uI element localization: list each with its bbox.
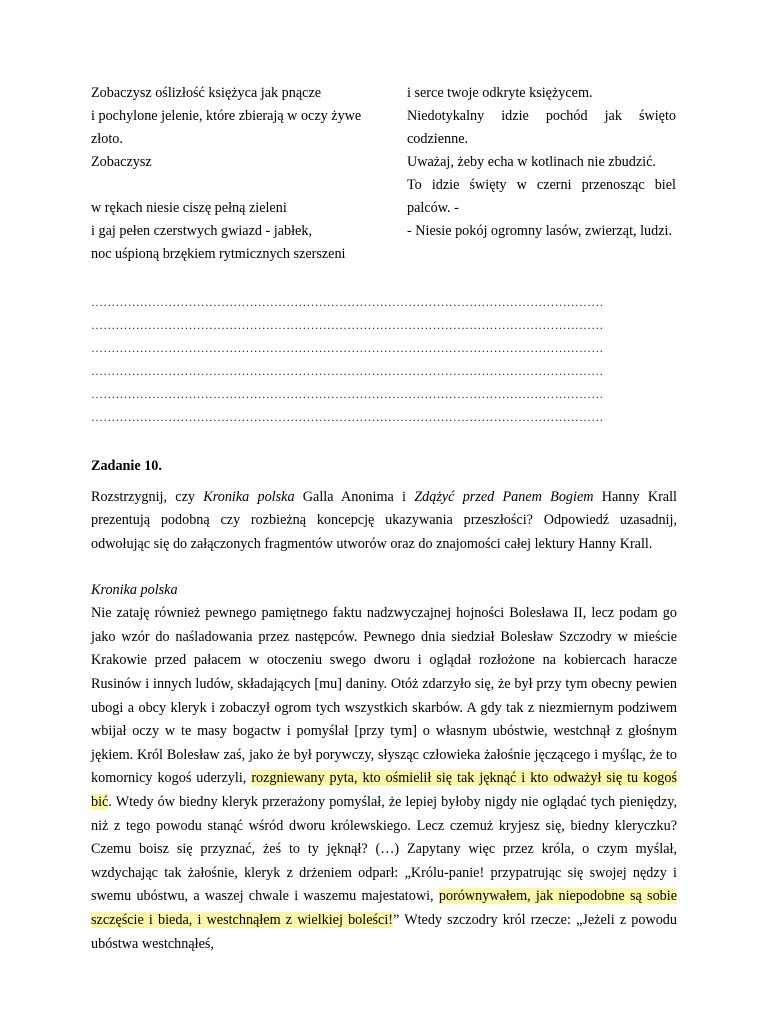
answer-line: ……………………………………………………………………………………………………………… xyxy=(91,364,604,378)
answer-line: ……………………………………………………………………………………………………………… xyxy=(91,410,604,424)
answer-line: ……………………………………………………………………………………………………………… xyxy=(91,387,604,401)
highlighted-text: porównywałem, jak niepodobne są sobie szczęście i bieda, i westchnąłem z wielkiej boleści! xyxy=(91,888,677,928)
excerpt-text: ” Wtedy szczodry król rzecze: „Jeżeli z powodu ubóstwa westchnąłeś, xyxy=(91,911,677,952)
poem-line: i pochylone jelenie, które zbierają w oczy żywe xyxy=(91,108,362,124)
poem-line: złoto. xyxy=(91,131,123,147)
answer-line: ……………………………………………………………………………………………………………… xyxy=(91,295,604,309)
task-instruction xyxy=(91,486,677,556)
instruction-text: Hanny Krall prezentują podobną czy rozbieżną koncepcję ukazywania przeszłości? Odpowiedź uzasadnij, odwołując się do załączonych fragmentów utworów oraz do znajomości całej lektury Hanny Krall. xyxy=(91,489,677,552)
task-title: Zadanie 10. xyxy=(91,458,162,474)
answer-line: ……………………………………………………………………………………………………………… xyxy=(91,318,604,332)
instruction-text: Rozstrzygnij, czy xyxy=(91,489,204,505)
poem-line: Zobaczysz xyxy=(91,154,152,170)
poem-line: i serce twoje odkryte księżycem. xyxy=(407,85,593,101)
excerpt-text: . Wtedy ów biedny kleryk przerażony pomyślał, że lepiej byłoby nigdy nie oglądać tych pieniędzy, niż z tego powodu stanąć wśród dworu królewskiego. Lecz czemuż kryjesz się, biedny kleryczku? Czemu boisz się przyznać, żeś to ty jęknął? (…) Zapytany więc przez króla, o czym myślał, wzdychając tak żałośnie, kleryk z drżeniem odparł: „Królu-panie! przypatrując się swojej nędzy i swemu ubóstwu, a waszej chwale i waszemu majestatowi, xyxy=(91,793,677,905)
task-section xyxy=(91,455,677,956)
poem-line: codzienne. xyxy=(407,131,469,147)
poem-blank-line xyxy=(91,174,366,197)
poem-line: palców. - xyxy=(407,200,459,216)
poem-line: i gaj pełen czerstwych gwiazd - jabłek, xyxy=(91,223,312,239)
poem-line: To idzie święty w czerni przenosząc biel xyxy=(407,177,676,193)
poem-left-column xyxy=(91,82,366,266)
poem-line: Zobaczysz oślizłość księżyca jak pnącze xyxy=(91,85,322,101)
poem-line: Uważaj, żeby echa w kotlinach nie zbudzić. xyxy=(407,154,656,170)
poem-line: w rękach niesie ciszę pełną zieleni xyxy=(91,200,287,216)
answer-line: ……………………………………………………………………………………………………………… xyxy=(91,341,604,355)
poem-right-column xyxy=(407,82,676,243)
source-title: Kronika polska xyxy=(91,582,178,599)
work-title: Zdążyć przed Panem Bogiem xyxy=(414,489,594,505)
excerpt-text: Nie zataję również pewnego pamiętnego faktu nadzwyczajnej hojności Bolesława II, lecz podam go jako wzór do naśladowania przez następców. Pewnego dnia siedział Bolesław Szczodry w mieście Krakowie przed pałacem w otoczeniu swego dworu i oglądał rozłożone na kobiercach haracze Rusinów i innych ludów, składających [mu] daniny. Otóż zdarzyło się, że był przy tym obecny pewien ubogi a obcy kleryk i zobaczył ogrom tych wszystkich skarbów. A gdy tak z niezmiernym podziwem wbijał oczy w te masy bogactw i pomyślał [przy tym] o własnym ubóstwie, westchnął z głośnym jękiem. Król Bolesław zaś, jako że był porywczy, słysząc człowieka żałośnie jęczącego i myśląc, że to komornicy kogoś uderzyli, xyxy=(91,605,677,787)
poem-line: Niedotykalny idzie pochód jak święto xyxy=(407,108,676,124)
highlighted-text: rozgniewany pyta, kto ośmielił się tak jęknąć i kto odważył się tu kogoś bić xyxy=(91,770,677,810)
source-excerpt xyxy=(91,602,677,956)
poem-line: noc uśpioną brzękiem rytmicznych szerszeni xyxy=(91,246,346,262)
instruction-text: Galla Anonima i xyxy=(294,489,415,505)
answer-lines xyxy=(91,291,676,429)
work-title: Kronika polska xyxy=(203,489,295,505)
poem-line: - Niesie pokój ogromny lasów, zwierząt, ludzi. xyxy=(407,223,673,239)
